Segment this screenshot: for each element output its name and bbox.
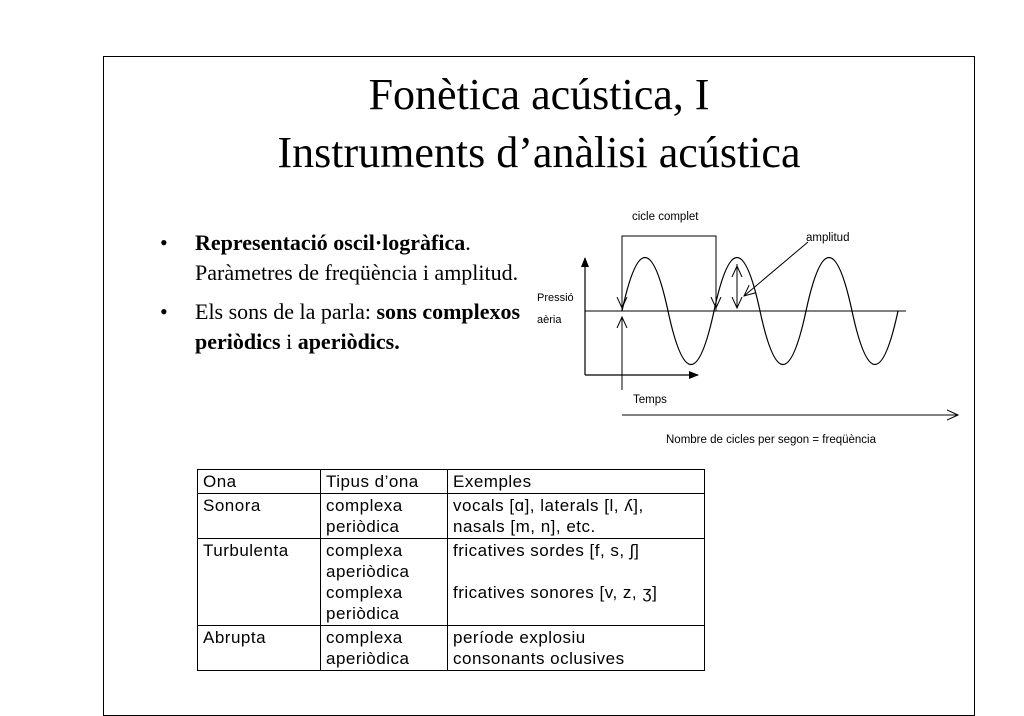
header-ona: Ona xyxy=(198,470,321,494)
table-row xyxy=(198,626,705,671)
bullet-2-text-mid: i xyxy=(280,329,298,354)
cell-tipus xyxy=(321,539,448,626)
title-line-2: Instruments d’anàlisi acústica xyxy=(277,128,801,177)
cell-ona: Turbulenta xyxy=(198,539,321,626)
label-amplitude: amplitud xyxy=(806,232,850,244)
cell-tipus xyxy=(321,626,448,671)
cell-exemples-line: consonants oclusives xyxy=(453,649,625,668)
label-pressure-1: Pressió xyxy=(537,292,574,304)
bullet-item-speech-sounds xyxy=(160,297,550,357)
cell-exemples-line: fricatives sordes [f, s, ʃ] xyxy=(453,541,640,560)
bullet-list xyxy=(160,228,550,366)
label-time: Temps xyxy=(633,394,667,406)
slide-title xyxy=(103,66,975,182)
cell-tipus-line: aperiòdica xyxy=(326,562,410,581)
cell-tipus-line: complexa xyxy=(326,583,403,602)
cell-tipus-line: complexa xyxy=(326,628,403,647)
wave-types-table xyxy=(197,469,705,671)
cell-ona: Sonora xyxy=(198,494,321,539)
title-line-1: Fonètica acústica, I xyxy=(368,70,710,119)
bullet-item-oscillographic xyxy=(160,228,550,288)
cycle-bracket xyxy=(622,236,716,311)
bullet-marker: • xyxy=(160,299,168,324)
cell-exemples-line: nasals [m, n], etc. xyxy=(453,517,596,536)
bullet-2-text-pre: Els sons de la parla: xyxy=(195,299,377,324)
label-frequency: Nombre de cicles per segon = freqüència xyxy=(666,434,876,446)
oscillogram-figure xyxy=(530,200,970,455)
cell-exemples-line: període explosiu xyxy=(453,628,586,647)
bullet-1-text: . Paràmetres de freqüència i amplitud. xyxy=(195,230,519,285)
header-tipus: Tipus d’ona xyxy=(321,470,448,494)
label-cycle: cicle complet xyxy=(632,211,699,223)
table-header-row xyxy=(198,470,705,494)
table-row xyxy=(198,539,705,626)
header-exemples: Exemples xyxy=(448,470,705,494)
bullet-2-bold-periodic: sons complexos periòdics xyxy=(195,299,521,354)
cell-exemples xyxy=(448,626,705,671)
cell-tipus-line: periòdica xyxy=(326,517,400,536)
cell-tipus xyxy=(321,494,448,539)
cell-tipus-line: aperiòdica xyxy=(326,649,410,668)
label-pressure-2: aèria xyxy=(537,314,562,326)
cell-exemples xyxy=(448,539,705,626)
amplitude-pointer xyxy=(744,242,808,296)
cell-tipus-line: periòdica xyxy=(326,604,400,623)
cell-exemples-line: vocals [ɑ], laterals [l, ʎ], xyxy=(453,496,644,515)
cell-tipus-line: complexa xyxy=(326,496,403,515)
cell-ona: Abrupta xyxy=(198,626,321,671)
cell-tipus-line: complexa xyxy=(326,541,403,560)
cell-exemples-line: fricatives sonores [v, z, ʒ] xyxy=(453,583,658,602)
table-row xyxy=(198,494,705,539)
bullet-1-bold: Representació oscil·logràfica xyxy=(195,230,466,255)
bullet-marker: • xyxy=(160,230,168,255)
bullet-2-bold-aperiodic: aperiòdics. xyxy=(297,329,400,354)
cell-exemples xyxy=(448,494,705,539)
